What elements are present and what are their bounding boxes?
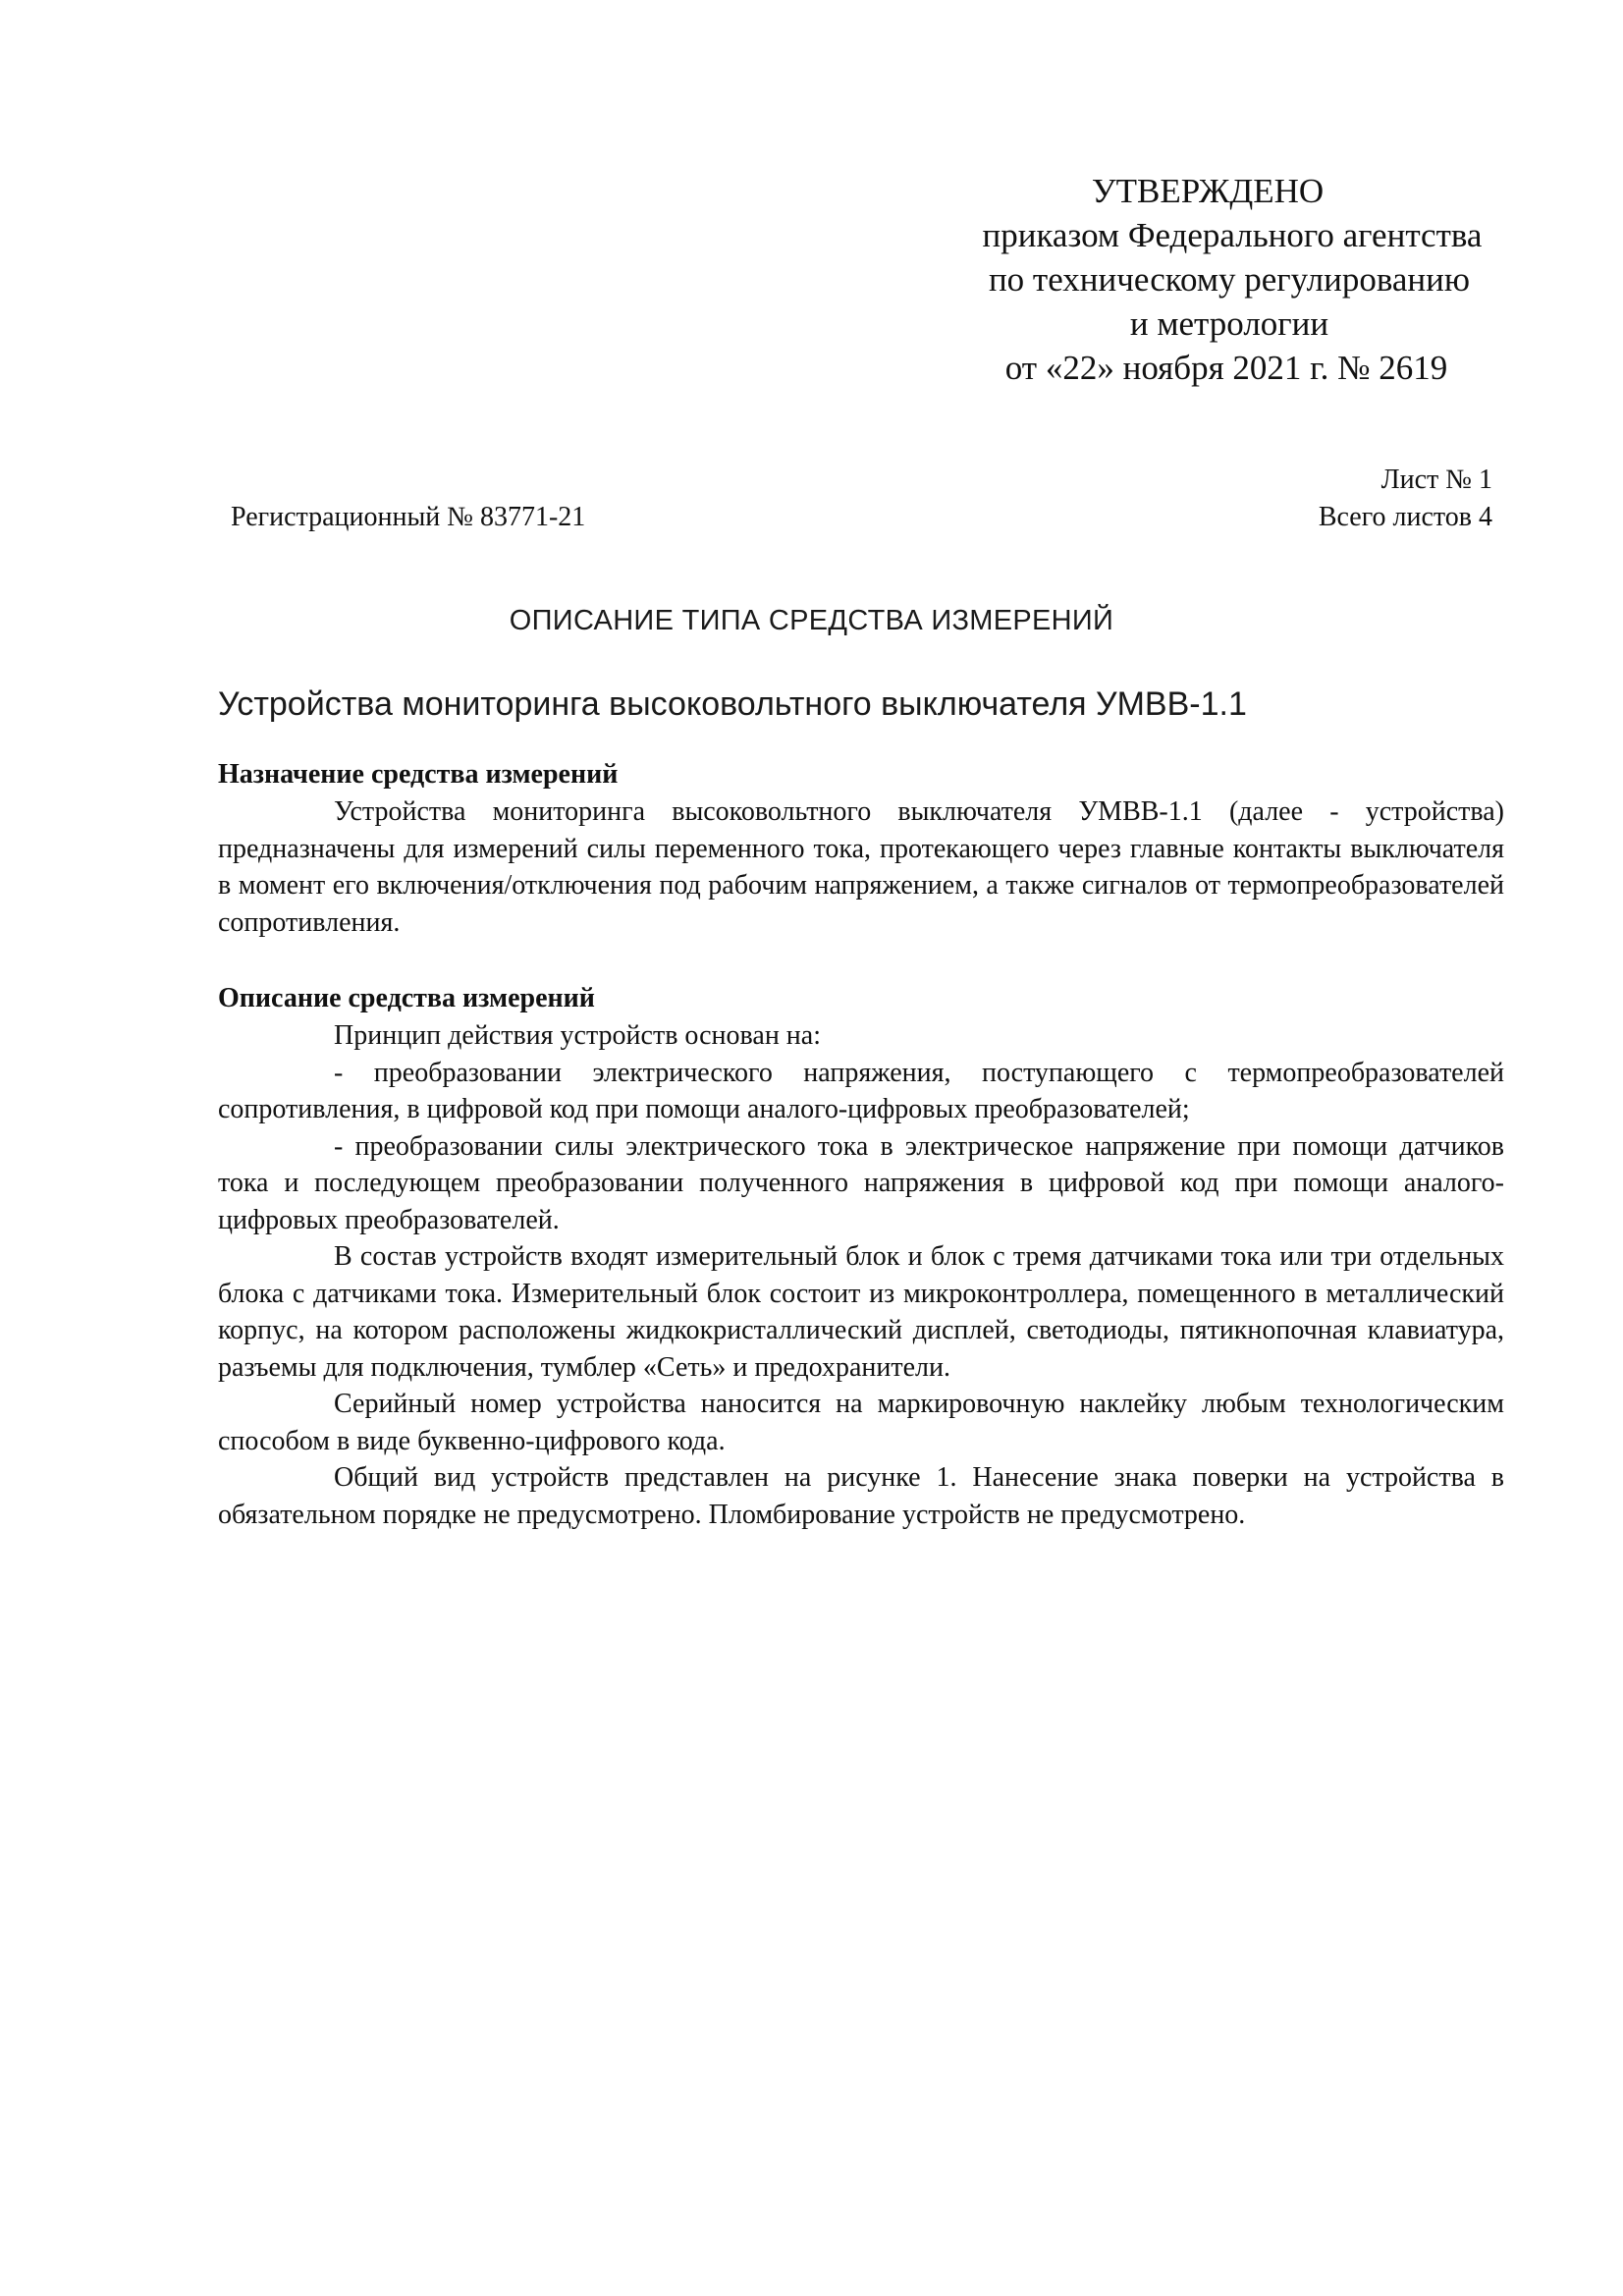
document-type-heading: ОПИСАНИЕ ТИПА СРЕДСТВА ИЗМЕРЕНИЙ — [509, 605, 1114, 636]
approval-line: и метрологии — [1129, 304, 1329, 343]
approval-date: от «22» ноября 2021 г. № 2619 — [1004, 349, 1448, 387]
paragraph: Серийный номер устройства наносится на маркировочную наклейку любым технологическим способом в виде буквенно-цифрового кода. — [218, 1389, 1504, 1456]
paragraph: - преобразовании силы электрического тока в электрическое напряжение при помощи датчиков тока и последующем преобразовании полученного напряжения в цифровой код при помощи аналого-цифровых преобразователей. — [218, 1130, 1504, 1235]
paragraph: - преобразовании электрического напряжения, поступающего с термопреобразователей сопротивления, в цифровой код при помощи аналого-цифровых преобразователей; — [218, 1057, 1504, 1124]
device-title: Устройства мониторинга высоковольтного выключателя УМВВ-1.1 — [218, 685, 1247, 723]
paragraph: Принцип действия устройств основан на: — [334, 1020, 821, 1051]
sheet-info — [1319, 462, 1492, 536]
description-heading: Описание средства измерений — [218, 983, 595, 1013]
purpose-body — [218, 793, 1504, 941]
approval-title: УТВЕРЖДЕНО — [1091, 172, 1325, 210]
paragraph: Общий вид устройств представлен на рисунке 1. Нанесение знака поверки на устройства в обязательном порядке не предусмотрено. Пломбирование устройств не предусмотрено. — [218, 1462, 1504, 1530]
paragraph: В состав устройств входят измерительный блок и блок с тремя датчиками тока или три отдельных блока с датчиками тока. Измерительный блок состоит из микроконтроллера, помещенного в металлический корпус, на котором расположены жидкокристаллический дисплей, светодиоды, пятикнопочная клавиатура, разъемы для подключения, тумблер «Сеть» и предохранители. — [218, 1241, 1504, 1383]
description-body — [218, 1017, 1504, 1533]
approval-line: приказом Федерального агентства — [982, 216, 1483, 254]
paragraph: Устройства мониторинга высоковольтного выключателя УМВВ-1.1 (далее - устройства) предназначены для измерений силы переменного тока, протекающего через главные контакты выключателя в момент его включения/отключения под рабочим напряжением, а также сигналов от термопреобразователей сопротивления. — [218, 796, 1504, 938]
approval-stamp — [913, 169, 1581, 390]
sheet-total: Всего листов 4 — [1318, 502, 1492, 532]
sheet-number: Лист № 1 — [1380, 465, 1492, 495]
registration-number: Регистрационный № 83771-21 — [231, 502, 586, 532]
approval-line: по техническому регулированию — [988, 260, 1471, 299]
purpose-heading: Назначение средства измерений — [218, 759, 619, 790]
